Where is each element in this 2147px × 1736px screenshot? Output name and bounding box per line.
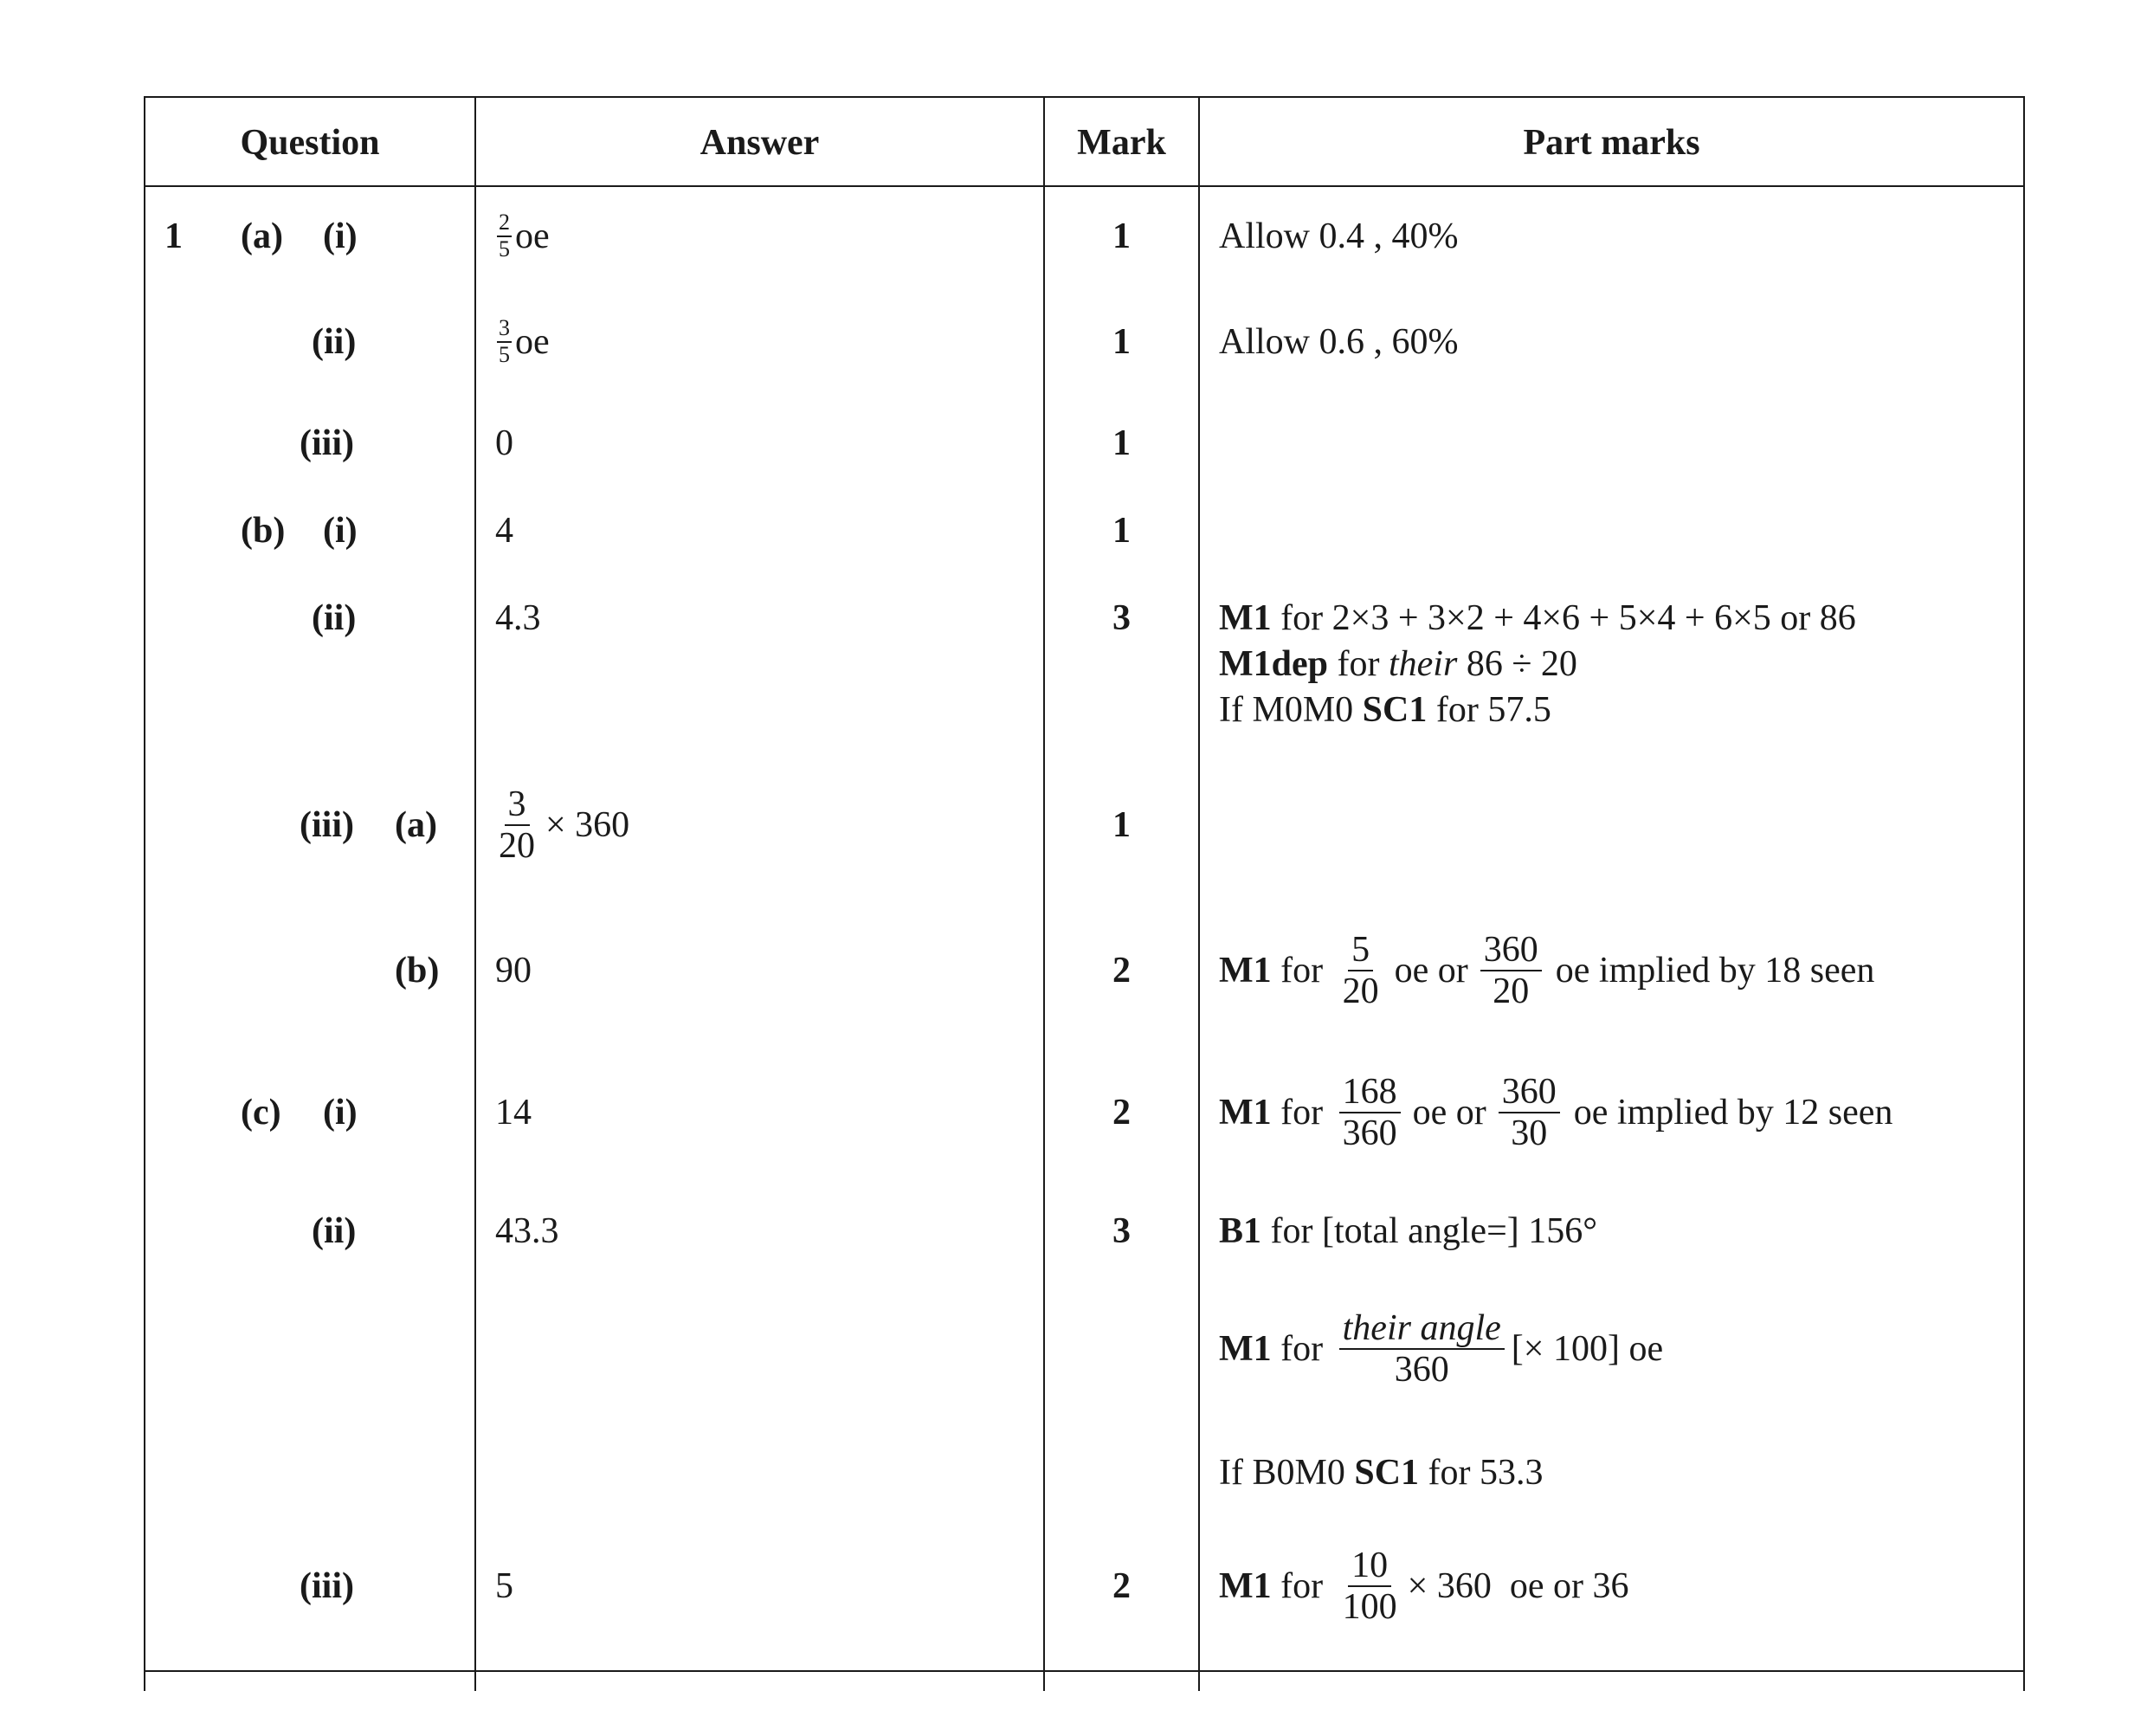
answer-cell: 43.3 bbox=[495, 1211, 559, 1251]
question-number: 1 bbox=[164, 216, 183, 256]
header-answer: Answer bbox=[700, 123, 820, 163]
part-marks-line: M1 for 2×3 + 3×2 + 4×6 + 5×4 + 6×5 or 86 bbox=[1219, 598, 1856, 638]
mark-value: 1 bbox=[1112, 511, 1131, 551]
part-marks-line: M1 for $\frac{168}{360}$ oe or $\frac{360}{30}$ oe implied by 12 seen bbox=[1219, 1071, 1893, 1153]
question-subsubpart-label: (b) bbox=[395, 951, 440, 991]
part-marks-line: If B0M0 SC1 for 53.3 bbox=[1219, 1453, 1544, 1493]
question-subpart-label: (iii) bbox=[300, 805, 354, 845]
mark-value: 3 bbox=[1112, 1211, 1131, 1251]
part-marks-line: If M0M0 SC1 for 57.5 bbox=[1219, 690, 1551, 730]
mark-partmarks-divider bbox=[1198, 96, 1200, 1691]
table-left-border bbox=[144, 96, 145, 1691]
fraction: $\frac{168}{360}$ bbox=[1339, 1072, 1401, 1153]
fraction: $\frac{5}{20}$ bbox=[1342, 929, 1379, 1011]
part-marks-line: M1 for $\frac{5}{20}$ oe or $\frac{360}{20}$ oe implied by 18 seen bbox=[1219, 929, 1875, 1011]
mark-value: 1 bbox=[1112, 322, 1131, 362]
header-mark: Mark bbox=[1077, 123, 1166, 163]
answer-cell: 0 bbox=[495, 423, 513, 463]
part-marks-line: M1dep for their 86 ÷ 20 bbox=[1219, 644, 1577, 684]
question-answer-divider bbox=[474, 96, 476, 1691]
row-block-bottom-border bbox=[144, 1670, 2025, 1672]
answer-cell: 14 bbox=[495, 1093, 532, 1133]
part-marks-line: M1 for $\frac{\text{their angle}}{360}$ [× 100] oe bbox=[1219, 1307, 1664, 1390]
answer-cell: $\frac{2}{5}$ oe bbox=[499, 210, 550, 261]
part-marks-line: M1 for $\frac{10}{100}$ × 360 oe or 36 bbox=[1219, 1545, 1629, 1627]
fraction: $\frac{\text{their angle}}{360}$ bbox=[1339, 1308, 1505, 1390]
answer-cell: $\frac{3}{5}$ oe bbox=[499, 315, 550, 367]
question-subpart-label: (i) bbox=[323, 216, 358, 256]
question-part-label: (a) bbox=[241, 216, 283, 256]
fraction: $\frac{360}{20}$ bbox=[1480, 930, 1542, 1011]
fraction: $\frac{10}{100}$ bbox=[1342, 1545, 1397, 1627]
fraction: $\frac{360}{30}$ bbox=[1499, 1072, 1560, 1153]
answer-fraction: $\frac{2}{5}$ bbox=[499, 210, 510, 261]
mark-value: 3 bbox=[1112, 598, 1131, 638]
answer-cell: 5 bbox=[495, 1566, 513, 1606]
header-bottom-border bbox=[144, 185, 2025, 187]
question-subpart-label: (i) bbox=[323, 1093, 358, 1133]
mark-value: 1 bbox=[1112, 216, 1131, 256]
question-subpart-label: (ii) bbox=[312, 322, 357, 362]
part-marks-text: Allow 0.6 , 60% bbox=[1219, 322, 1459, 362]
mark-value: 1 bbox=[1112, 423, 1131, 463]
part-marks-line: B1 for [total angle=] 156° bbox=[1219, 1211, 1598, 1251]
answer-cell: 4 bbox=[495, 511, 513, 551]
question-subpart-label: (ii) bbox=[312, 1211, 357, 1251]
header-part-marks: Part marks bbox=[1523, 123, 1700, 163]
answer-cell: $\frac{3}{20}$ × 360 bbox=[495, 775, 629, 875]
question-subpart-label: (iii) bbox=[300, 1566, 354, 1606]
table-right-border bbox=[2023, 96, 2025, 1691]
header-question: Question bbox=[240, 123, 380, 163]
mark-value: 2 bbox=[1112, 1093, 1131, 1133]
question-subsubpart-label: (a) bbox=[395, 805, 437, 845]
mark-value: 1 bbox=[1112, 805, 1131, 845]
answer-cell: 90 bbox=[495, 951, 532, 991]
question-part-label: (c) bbox=[241, 1093, 281, 1133]
answer-fraction: $\frac{3}{20}$ bbox=[499, 784, 535, 866]
question-part-label: (b) bbox=[241, 511, 286, 551]
mark-value: 2 bbox=[1112, 951, 1131, 991]
part-marks-text: Allow 0.4 , 40% bbox=[1219, 216, 1459, 256]
question-subpart-label: (ii) bbox=[312, 598, 357, 638]
mark-value: 2 bbox=[1112, 1566, 1131, 1606]
question-subpart-label: (iii) bbox=[300, 423, 354, 463]
question-subpart-label: (i) bbox=[323, 511, 358, 551]
answer-fraction: $\frac{3}{5}$ bbox=[499, 315, 510, 367]
answer-cell: 4.3 bbox=[495, 598, 541, 638]
table-top-border bbox=[144, 96, 2025, 98]
